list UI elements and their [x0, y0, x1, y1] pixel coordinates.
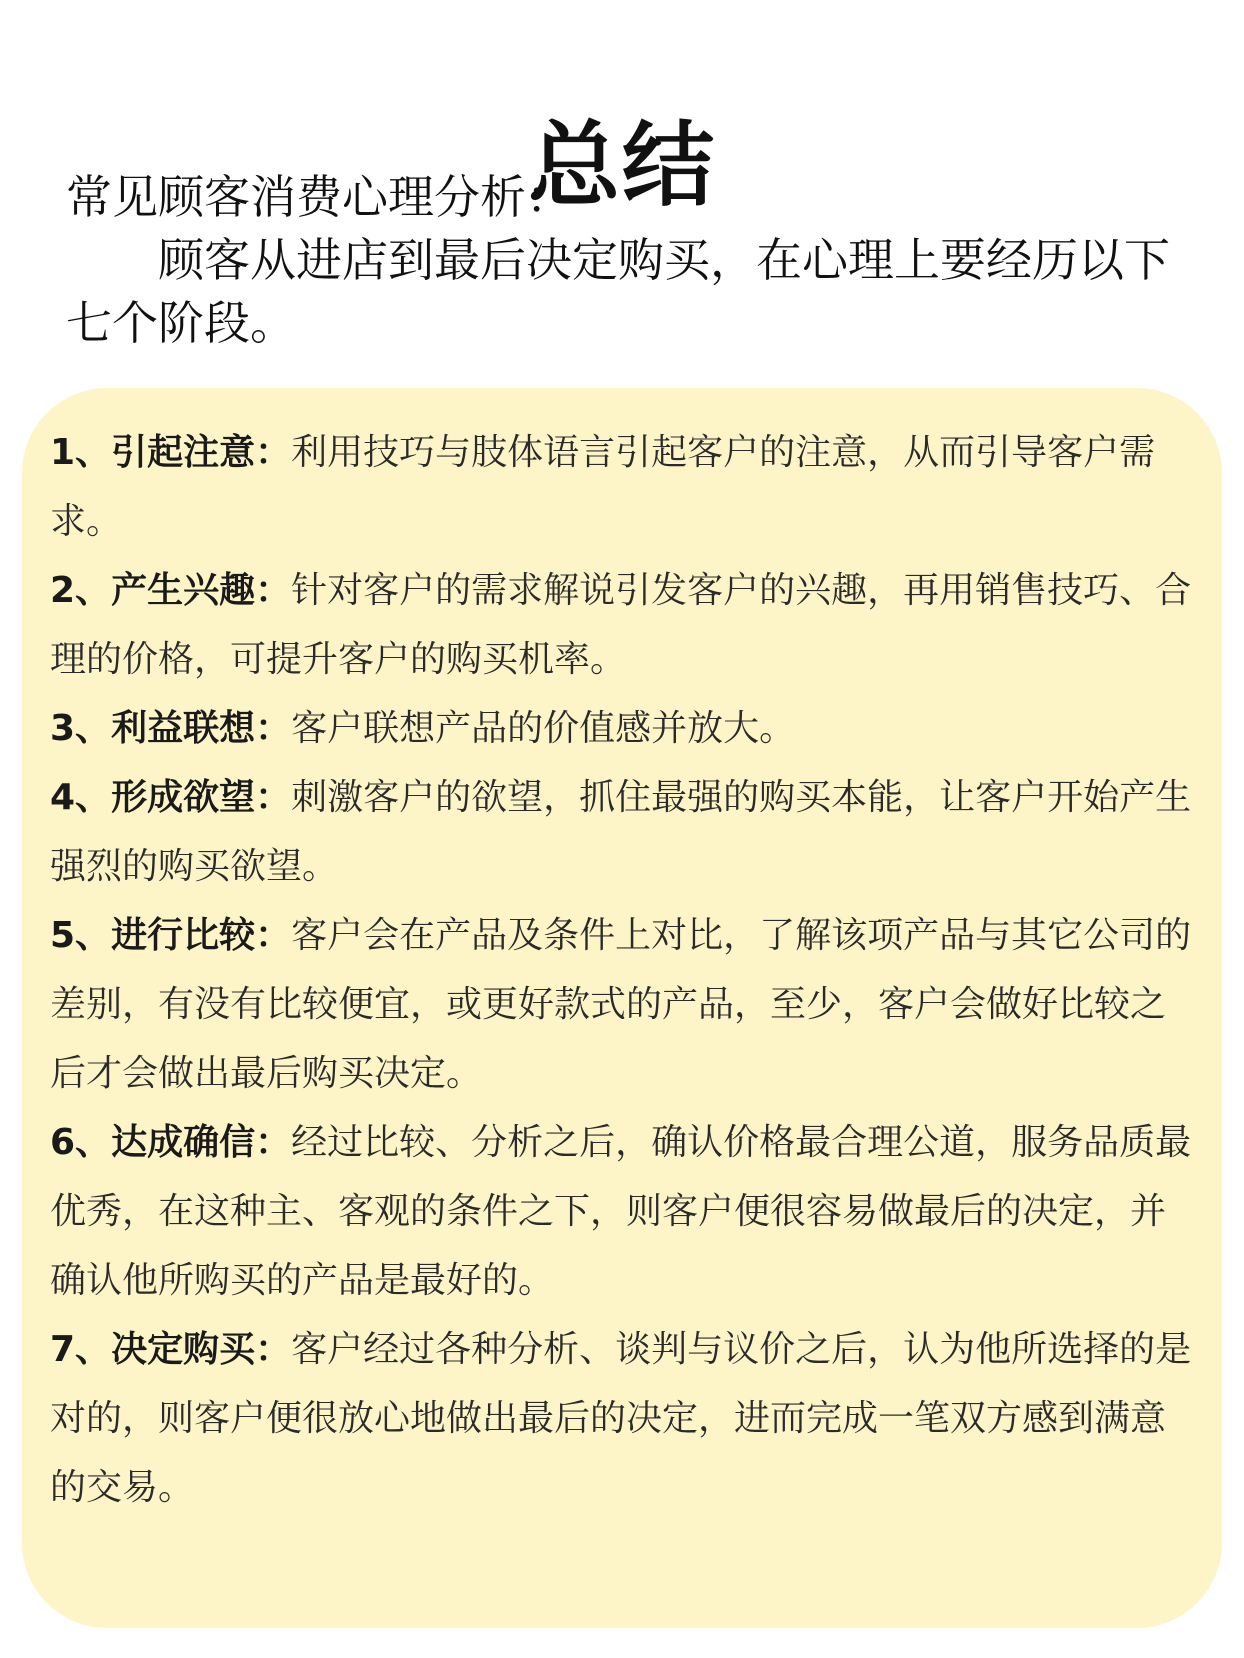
stage-item: 1、引起注意：利用技巧与肢体语言引起客户的注意，从而引导客户需求。: [50, 432, 1156, 542]
stage-description: 客户经过各种分析、谈判与议价之后，认为他所选择的是对的，则客户便很放心地做出最后的决定，进而完成一笔双方感到满意的交易。: [50, 1329, 1192, 1508]
stages-list: [50, 418, 1200, 1522]
stage-number: 7、: [50, 1329, 112, 1370]
stage-description: 刺激客户的欲望，抓住最强的购买本能，让客户开始产生强烈的购买欲望。: [50, 777, 1192, 887]
stages-card: [22, 388, 1222, 1628]
stage-name: 达成确信: [111, 1122, 256, 1163]
stage-item: 7、决定购买：客户经过各种分析、谈判与议价之后，认为他所选择的是对的，则客户便很放心地做出最后的决定，进而完成一笔双方感到满意的交易。: [50, 1329, 1192, 1508]
stage-description: 经过比较、分析之后，确认价格最合理公道，服务品质最优秀，在这种主、客观的条件之下，则客户便很容易做最后的决定，并确认他所购买的产品是最好的。: [50, 1122, 1192, 1301]
intro-section: [66, 166, 1186, 355]
stage-item: 6、达成确信：经过比较、分析之后，确认价格最合理公道，服务品质最优秀，在这种主、客观的条件之下，则客户便很容易做最后的决定，并确认他所购买的产品是最好的。: [50, 1122, 1192, 1301]
stage-description: 客户联想产品的价值感并放大。: [291, 708, 796, 749]
stage-name: 进行比较: [111, 915, 256, 956]
stage-item: 2、产生兴趣：针对客户的需求解说引发客户的兴趣，再用销售技巧、合理的价格，可提升客户的购买机率。: [50, 570, 1192, 680]
intro-heading: 常见顾客消费心理分析：: [66, 170, 572, 224]
stage-item: 5、进行比较：客户会在产品及条件上对比，了解该项产品与其它公司的差别，有没有比较便宜，或更好款式的产品，至少，客户会做好比较之后才会做出最后购买决定。: [50, 915, 1192, 1094]
stage-name: 利益联想: [111, 708, 256, 749]
page-title: 总结: [527, 111, 716, 219]
stage-name: 产生兴趣: [111, 570, 256, 611]
stage-number: 2、: [50, 570, 112, 611]
stage-number: 6、: [50, 1122, 112, 1163]
stage-description: 针对客户的需求解说引发客户的兴趣，再用销售技巧、合理的价格，可提升客户的购买机率。: [50, 570, 1192, 680]
stage-name: 决定购买: [111, 1329, 256, 1370]
stage-number: 1、: [50, 432, 112, 473]
intro-body: 顾客从进店到最后决定购买，在心理上要经历以下七个阶段。: [66, 233, 1170, 350]
stage-description: 客户会在产品及条件上对比，了解该项产品与其它公司的差别，有没有比较便宜，或更好款式的产品，至少，客户会做好比较之后才会做出最后购买决定。: [50, 915, 1192, 1094]
stage-number: 3、: [50, 708, 112, 749]
stage-name: 形成欲望: [111, 777, 256, 818]
stage-item: 4、形成欲望：刺激客户的欲望，抓住最强的购买本能，让客户开始产生强烈的购买欲望。: [50, 777, 1192, 887]
stage-description: 利用技巧与肢体语言引起客户的注意，从而引导客户需求。: [50, 432, 1156, 542]
stage-item: 3、利益联想：客户联想产品的价值感并放大。: [50, 708, 796, 749]
stage-number: 5、: [50, 915, 112, 956]
stage-name: 引起注意: [111, 432, 256, 473]
stage-number: 4、: [50, 777, 112, 818]
